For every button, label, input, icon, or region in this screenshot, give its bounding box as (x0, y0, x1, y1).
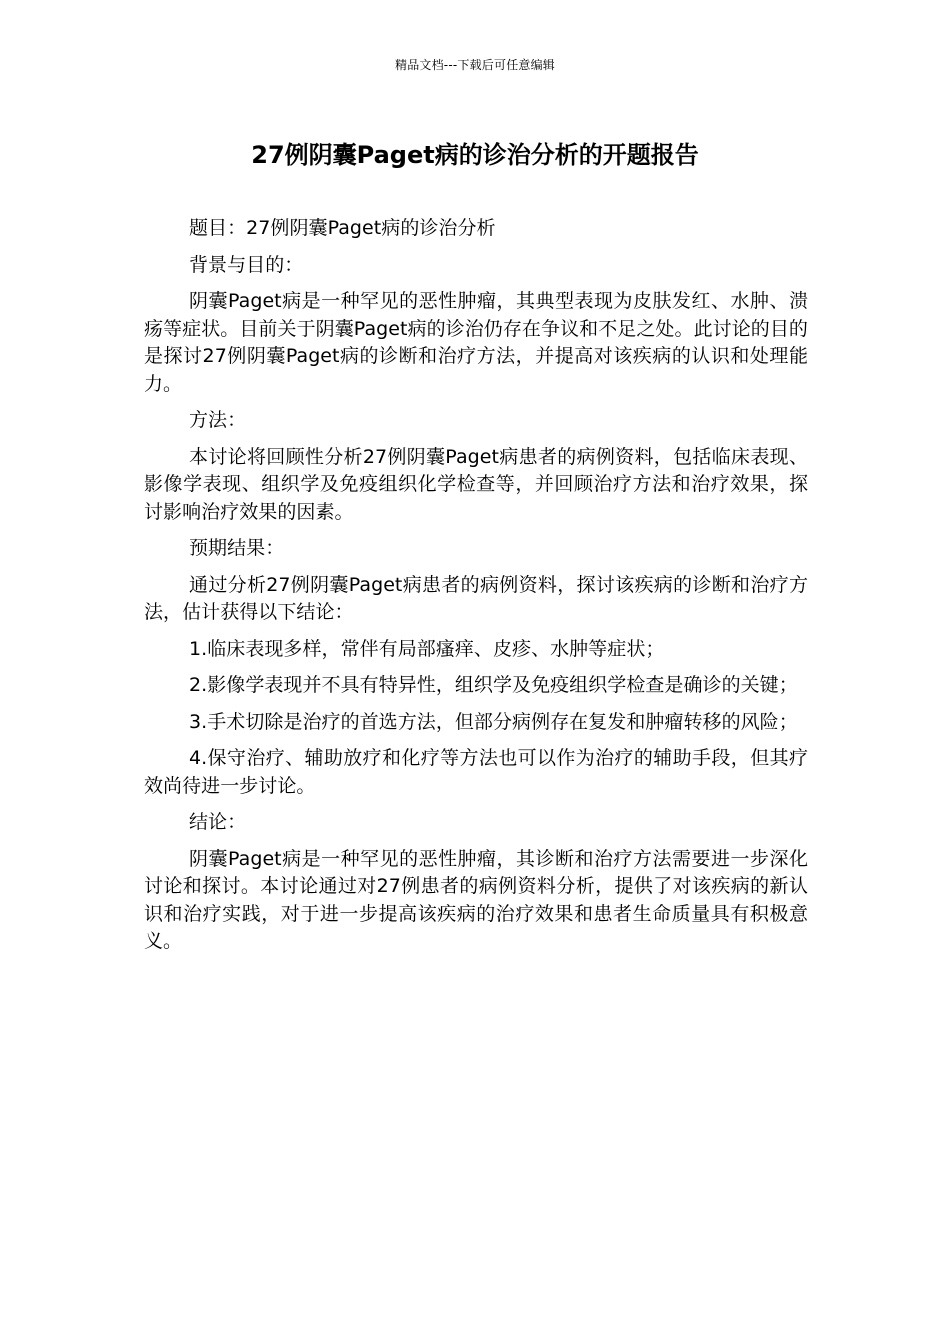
conclusion-paragraph: 阴囊Paget病是一种罕见的恶性肿瘤，其诊断和治疗方法需要进一步深化讨论和探讨。本讨论通过对27例患者的病例资料分析，提供了对该疾病的新认识和治疗实践，对于进一步提高该疾病的治疗效果和患者生命质量具有积极意义。 (144, 847, 808, 952)
result-item-2: 2.影像学表现并不具有特异性，组织学及免疫组织学检查是确诊的关键； (189, 674, 798, 696)
conclusion-heading: 结论： (189, 811, 247, 833)
page-header: 精品文档---下载后可任意编辑 (395, 58, 555, 72)
expected-results-heading: 预期结果： (189, 537, 285, 559)
result-item-3: 3.手术切除是治疗的首选方法，但部分病例存在复发和肿瘤转移的风险； (189, 710, 798, 733)
expected-results-paragraph: 通过分析27例阴囊Paget病患者的病例资料，探讨该疾病的诊断和治疗方法，估计获得以下结论： (144, 573, 808, 623)
background-paragraph: 阴囊Paget病是一种罕见的恶性肿瘤，其典型表现为皮肤发红、水肿、溃疡等症状。目前关于阴囊Paget病的诊治仍存在争议和不足之处。此讨论的目的是探讨27例阴囊Paget病的诊断和治疗方法，并提高对该疾病的认识和处理能力。 (144, 290, 808, 395)
methods-heading: 方法： (189, 409, 247, 431)
methods-paragraph: 本讨论将回顾性分析27例阴囊Paget病患者的病例资料，包括临床表现、影像学表现、组织学及免疫组织化学检查等，并回顾治疗方法和治疗效果，探讨影响治疗效果的因素。 (144, 445, 808, 523)
result-item-4: 4.保守治疗、辅助放疗和化疗等方法也可以作为治疗的辅助手段，但其疗效尚待进一步讨论。 (144, 747, 808, 797)
subject-line: 题目：27例阴囊Paget病的诊治分析 (189, 217, 496, 239)
background-heading: 背景与目的： (189, 253, 304, 276)
document-body (144, 215, 808, 965)
document-title: 27例阴囊Paget病的诊治分析的开题报告 (251, 141, 699, 169)
result-item-1: 1.临床表现多样，常伴有局部瘙痒、皮疹、水肿等症状； (189, 637, 665, 660)
